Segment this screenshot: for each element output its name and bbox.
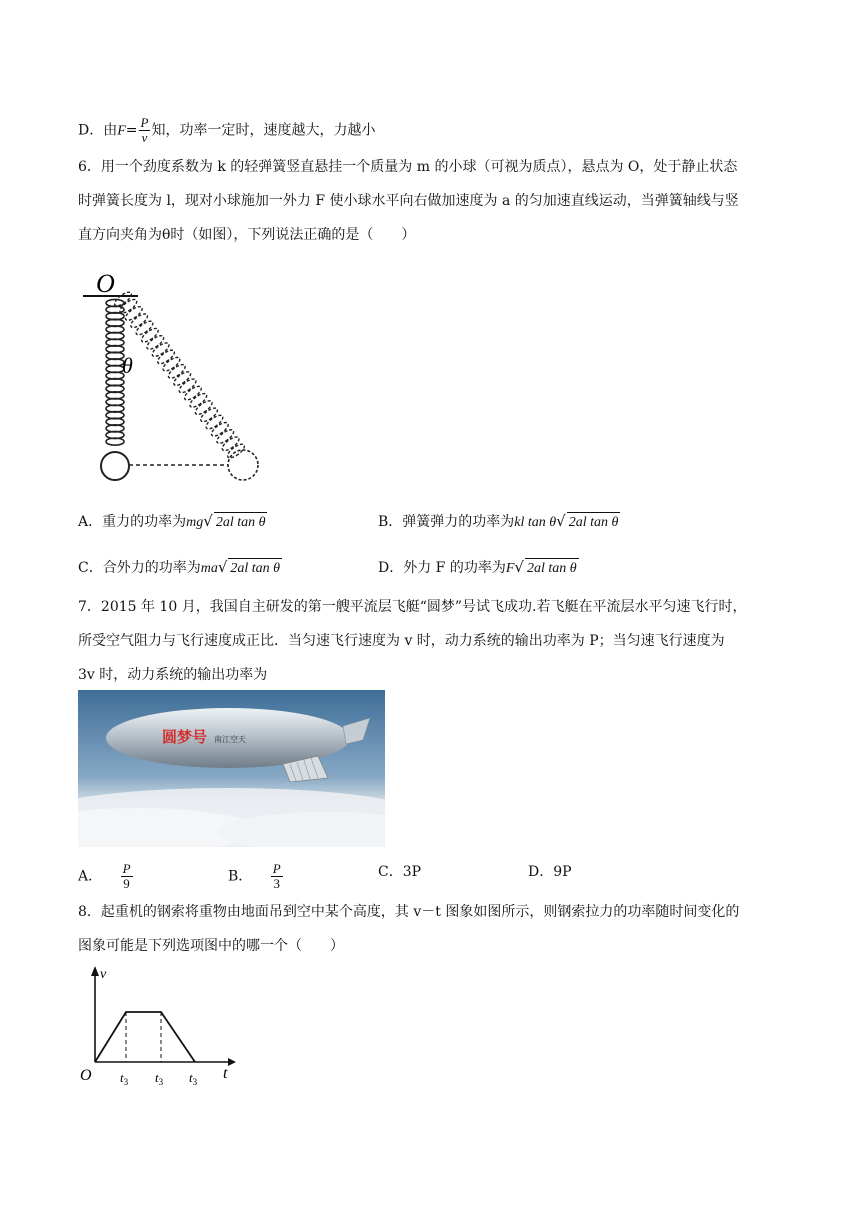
q5-option-d-prefix: D．由 bbox=[78, 122, 118, 139]
q7-option-c: C．3P bbox=[378, 864, 422, 880]
v-axis-arrow bbox=[91, 966, 99, 976]
fig-label-o: O bbox=[96, 269, 115, 298]
q7-option-a-num: P bbox=[122, 861, 131, 876]
q6-option-b-coef: kl tan θ bbox=[514, 515, 557, 530]
q6-option-d-coef: F bbox=[505, 561, 515, 576]
q6-option-d: D．外力 F 的功率为F√ 2al tan θ bbox=[378, 557, 579, 579]
airship-photo bbox=[78, 690, 385, 847]
q7-stem-line2: 所受空气阻力与飞行速度成正比．当匀速飞行速度为 v 时，动力系统的输出功率为 P；当匀速飞行速度为 bbox=[78, 633, 725, 649]
q6-option-d-label: D．外力 F 的功率为 bbox=[378, 560, 506, 576]
q6-option-c-sqrt: 2al tan θ bbox=[228, 558, 282, 579]
fig-label-theta: θ bbox=[122, 353, 133, 378]
q7-option-a-label: A． bbox=[78, 868, 103, 885]
t-axis-arrow bbox=[228, 1058, 236, 1066]
q7-stem-line1: 7．2015 年 10 月，我国自主研发的第一艘平流层飞艇“圆梦”号试飞成功.若飞艇在平流层水平匀速飞行时， bbox=[78, 599, 747, 615]
q7-option-b-den: 3 bbox=[273, 876, 280, 891]
q8-stem-line1: 8．起重机的钢索将重物由地面吊到空中某个高度，其 v－t 图象如图所示，则钢索拉力的功率随时间变化的 bbox=[78, 904, 740, 920]
q6-option-b-sqrt: 2al tan θ bbox=[567, 512, 621, 533]
q8-stem-line2: 图象可能是下列选项图中的哪一个（ ） bbox=[78, 938, 344, 954]
q7-option-b-label: B． bbox=[228, 868, 253, 885]
q7-option-d: D．9P bbox=[528, 864, 572, 880]
q7-option-a-fraction bbox=[121, 862, 133, 891]
q6-option-a-coef: mg bbox=[186, 515, 204, 530]
q6-option-b: B．弹簧弹力的功率为kl tan θ√ 2al tan θ bbox=[378, 511, 620, 533]
q6-option-d-sqrt: 2al tan θ bbox=[525, 558, 579, 579]
v-t-graph bbox=[78, 962, 238, 1092]
tick-label-1: $t_3$ bbox=[120, 1070, 129, 1087]
ball-rest bbox=[101, 452, 129, 480]
origin-label: O bbox=[80, 1067, 92, 1084]
t-axis-label: t bbox=[223, 1065, 228, 1082]
q6-option-b-label: B．弹簧弹力的功率为 bbox=[378, 514, 515, 530]
q7-option-b-fraction bbox=[271, 862, 283, 891]
q6-option-c-coef: ma bbox=[200, 561, 218, 576]
q6-stem-line2: 时弹簧长度为 l，现对小球施加一外力 F 使小球水平向右做加速度为 a 的匀加速直线运动，当弹簧轴线与竖 bbox=[78, 193, 739, 209]
fraction-p-over-v: $\frac{P}{v}$ bbox=[140, 115, 149, 145]
q7-option-b bbox=[228, 862, 284, 891]
airship-sub-text: 南江空天 bbox=[214, 735, 246, 744]
q7-option-a bbox=[78, 862, 134, 891]
tick-label-2: $t_3$ bbox=[155, 1070, 164, 1087]
q5-option-d: D．由F= $\frac{P}{v}$ 知，功率一定时，速度越大，力越小 bbox=[78, 115, 376, 145]
q5-option-d-text: 知，功率一定时，速度越大，力越小 bbox=[151, 122, 376, 139]
tick-label-3: $t_3$ bbox=[189, 1070, 198, 1087]
q6-option-a-sqrt: 2al tan θ bbox=[214, 512, 268, 533]
spring-figure bbox=[78, 265, 278, 495]
airship-name-text: 圆梦号 bbox=[162, 728, 208, 746]
q7-option-a-den: 9 bbox=[123, 876, 130, 891]
q6-option-a: A．重力的功率为mg√ 2al tan θ bbox=[78, 511, 267, 533]
q6-stem-line3: 直方向夹角为θ时（如图），下列说法正确的是（ ） bbox=[78, 227, 416, 243]
ball-displaced bbox=[228, 450, 258, 480]
v-t-curve bbox=[95, 1012, 195, 1062]
q7-option-b-num: P bbox=[272, 861, 281, 876]
q7-stem-line3: 3v 时，动力系统的输出功率为 bbox=[78, 667, 268, 683]
q6-option-c-label: C．合外力的功率为 bbox=[78, 560, 201, 576]
q6-option-c: C．合外力的功率为ma√ 2al tan θ bbox=[78, 557, 282, 579]
q6-stem-line1: 6．用一个劲度系数为 k 的轻弹簧竖直悬挂一个质量为 m 的小球（可视为质点），悬点为 O，处于静止状态 bbox=[78, 159, 738, 175]
v-axis-label: v bbox=[100, 967, 107, 982]
q6-option-a-label: A．重力的功率为 bbox=[78, 514, 187, 530]
